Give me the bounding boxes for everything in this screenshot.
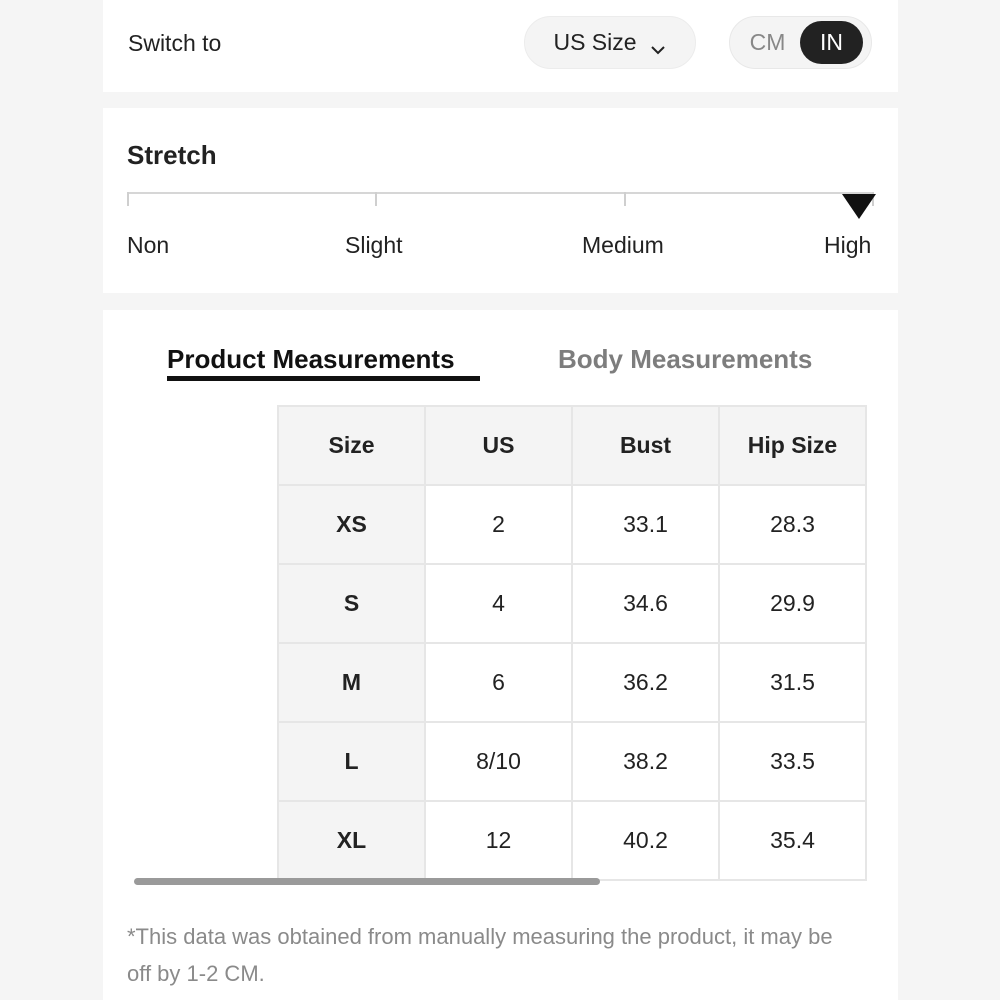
stretch-level-medium: Medium <box>582 232 664 258</box>
us-cell: 6 <box>425 643 572 722</box>
us-cell: 4 <box>425 564 572 643</box>
hip-cell: 35.4 <box>719 801 866 880</box>
size-system-dropdown[interactable] <box>524 16 696 69</box>
table-row <box>278 722 866 801</box>
triangle-down-icon <box>842 194 876 219</box>
stretch-tick <box>375 192 377 206</box>
unit-option-cm[interactable]: CM <box>749 29 786 55</box>
table-header-row <box>278 406 866 485</box>
stretch-title: Stretch <box>127 140 217 170</box>
stretch-scale-line <box>127 192 874 194</box>
switch-panel <box>103 0 898 92</box>
hip-cell: 33.5 <box>719 722 866 801</box>
size-cell: L <box>278 722 425 801</box>
table-row <box>278 643 866 722</box>
stretch-tick <box>624 192 626 206</box>
table-row <box>278 485 866 564</box>
hip-cell: 31.5 <box>719 643 866 722</box>
stretch-level-slight: Slight <box>345 232 403 258</box>
stretch-tick <box>127 192 129 206</box>
bust-cell: 34.6 <box>572 564 719 643</box>
us-cell: 8/10 <box>425 722 572 801</box>
switch-to-label: Switch to <box>128 30 222 56</box>
measurement-disclaimer: *This data was obtained from manually measuring the product, it may be off by 1-2 CM. <box>127 924 833 986</box>
column-header: Size <box>278 406 425 485</box>
table-row <box>278 564 866 643</box>
chevron-down-icon <box>649 36 667 50</box>
size-cell: M <box>278 643 425 722</box>
column-header: Bust <box>572 406 719 485</box>
column-header: Hip Size <box>719 406 866 485</box>
tab-body-measurements[interactable]: Body Measurements <box>558 344 813 374</box>
size-system-value: US Size <box>553 29 637 55</box>
bust-cell: 33.1 <box>572 485 719 564</box>
table-row <box>278 801 866 880</box>
stretch-level-non: Non <box>127 232 170 258</box>
unit-option-in[interactable]: IN <box>800 21 863 64</box>
tab-product-measurements[interactable]: Product Measurements <box>167 344 455 374</box>
size-chart-table <box>277 405 867 881</box>
bust-cell: 38.2 <box>572 722 719 801</box>
bust-cell: 40.2 <box>572 801 719 880</box>
hip-cell: 28.3 <box>719 485 866 564</box>
active-tab-underline <box>167 376 480 381</box>
unit-toggle[interactable] <box>729 16 872 69</box>
stretch-level-high: High <box>824 232 872 258</box>
bust-cell: 36.2 <box>572 643 719 722</box>
size-cell: XL <box>278 801 425 880</box>
us-cell: 12 <box>425 801 572 880</box>
horizontal-scrollbar[interactable] <box>134 878 600 885</box>
stretch-panel <box>103 108 898 293</box>
us-cell: 2 <box>425 485 572 564</box>
column-header: US <box>425 406 572 485</box>
size-cell: XS <box>278 485 425 564</box>
size-cell: S <box>278 564 425 643</box>
hip-cell: 29.9 <box>719 564 866 643</box>
